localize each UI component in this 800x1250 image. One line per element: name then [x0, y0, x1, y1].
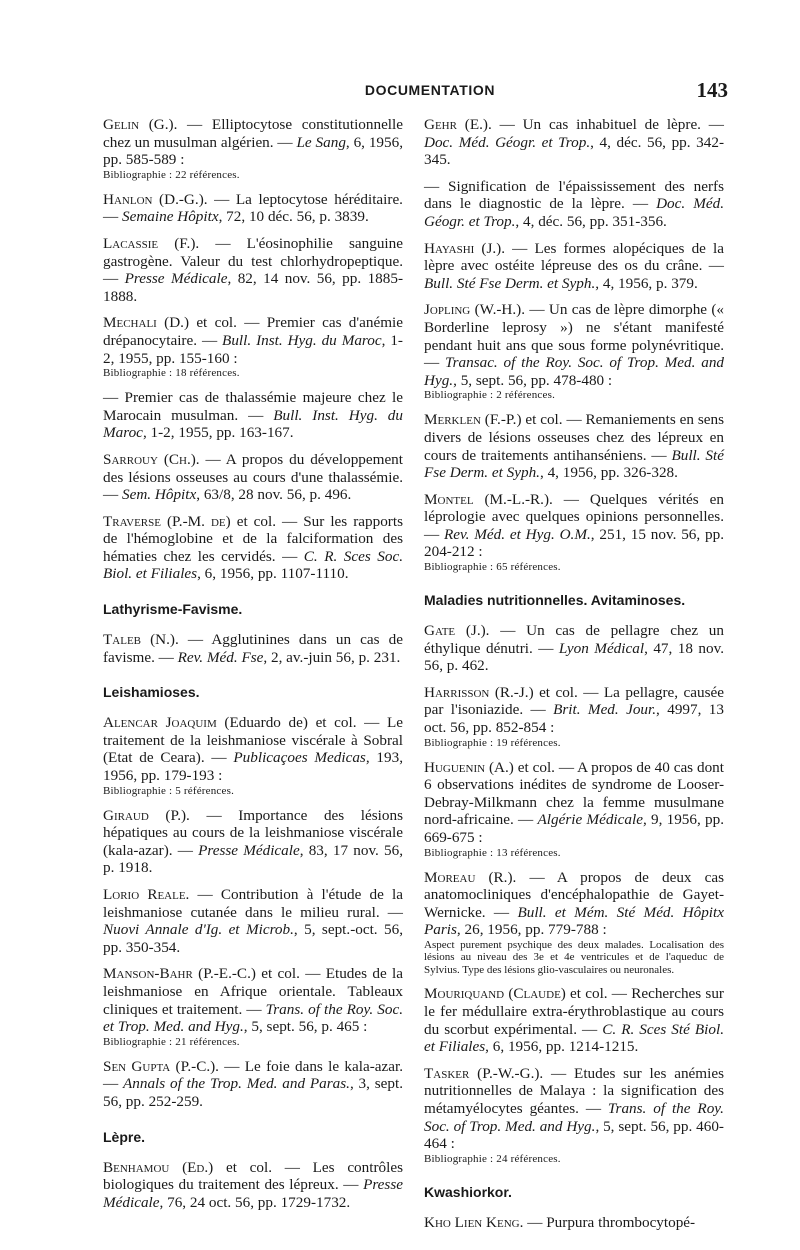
bibliography-entry — [103, 965, 403, 1048]
entry-details: , 3, sept. 56, pp. 252-259. — [103, 1075, 404, 1110]
entry-source: Publicaçoes Medicas — [233, 749, 366, 767]
entry-author: Taleb (N.). — [103, 631, 179, 649]
entry-author: Traverse (P.-M. de) — [103, 512, 231, 530]
section-heading: Maladies nutritionnelles. Avitaminoses. — [424, 592, 686, 609]
entry-author: Lorio Reale. — [103, 886, 190, 903]
entry-bibliography-count: Bibliographie : 21 références. — [103, 1035, 240, 1048]
section-heading: Lathyrisme-Favisme. — [103, 601, 243, 618]
bibliography-entry — [424, 684, 724, 750]
bibliography-entry — [103, 631, 403, 666]
entry-details: , 6, 1956, pp. 585-589 : — [103, 133, 404, 169]
entry-details: , 1-2, 1955, pp. 155-160 : — [103, 331, 403, 367]
entry-author: Gate (J.). — [424, 622, 490, 640]
entry-source: C. R. Sces Soc. Biol. et Filiales — [103, 547, 404, 583]
bibliography-entry — [424, 240, 724, 293]
left-column — [103, 116, 403, 1220]
entry-details: , 251, 15 nov. 56, pp. 204-212 : — [424, 525, 725, 561]
entry-source: Sem. Hôpitx — [121, 486, 197, 504]
entry-details: , 72, 10 déc. 56, p. 3839. — [218, 208, 369, 226]
entry-title: — Agglutinines dans un cas de favisme. — — [103, 631, 403, 666]
bibliography-entry — [424, 869, 724, 977]
entry-title: et col. — Etudes de la leishmaniose en Afrique orientale. Tableaux cliniques et traitement. — — [103, 965, 403, 1018]
entry-source: Doc. Méd. Géogr. et Trop. — [424, 195, 724, 230]
section-heading: Lèpre. — [103, 1128, 146, 1145]
bibliography-entry — [424, 116, 724, 169]
entry-source: C. R. Sces Sté Biol. et Filiales — [424, 1020, 724, 1056]
entry-title: — Les formes alopéciques de la lèpre avec ostéite lépreuse des os du crâne. — — [424, 239, 724, 275]
entry-source: Trans. of the Roy. Soc. of Trop. Med. and Hyg. — [424, 1100, 724, 1135]
entry-author: Sen Gupta (P.-C.). — [103, 1057, 219, 1075]
bibliography-entry — [103, 1159, 403, 1212]
entry-details: , 4, déc. 56, pp. 351-356. — [515, 212, 667, 230]
entry-title: et col. — Recherches sur le fer médullaire extra-érythroblastique au cours du scorbut expérimental. — — [424, 985, 724, 1038]
bibliography-entry — [424, 411, 724, 481]
entry-title: et col. — Remaniements en sens divers de lésions osseuses chez des lépreux en cours de traitements antihanséniens. — — [424, 411, 724, 464]
entry-author: Merklen (F.-P.) — [424, 411, 522, 429]
entry-author: Giraud (P.). — [103, 806, 190, 824]
entry-title: — La leptocytose héréditaire. — — [103, 190, 403, 226]
entry-details: , 47, 18 nov. 56, p. 462. — [424, 639, 725, 675]
entry-title: — L'éosinophilie sanguine gastrogène. Valeur du test chlorhydropeptique. — — [103, 234, 403, 288]
entry-details: , 4, 1956, p. 379. — [595, 274, 698, 292]
entry-details: , 193, 1956, pp. 179-193 : — [103, 749, 403, 785]
running-title: DOCUMENTATION — [364, 82, 496, 98]
entry-author: Tasker (P.-W.-G.). — [424, 1064, 544, 1082]
entry-source: Presse Médicale — [198, 841, 300, 859]
entry-source: Transac. of the Roy. Soc. of Trop. Med. and Hyg. — [424, 354, 725, 389]
entry-bibliography-count: Bibliographie : 2 références. — [424, 389, 556, 402]
entry-title: — A propos de deux cas anatomocliniques d'encéphalopathie de Gayet-Wernicke. — — [424, 868, 725, 921]
entry-bibliography-count: Bibliographie : 18 références. — [103, 367, 240, 380]
bibliography-entry — [103, 1058, 403, 1111]
bibliography-entry — [424, 178, 724, 231]
entry-bibliography-count: Bibliographie : 65 références. — [424, 561, 561, 574]
entry-bibliography-count: Bibliographie : 19 références. — [424, 736, 561, 749]
entry-details: , 6, 1956, pp. 1107-1110. — [197, 565, 349, 583]
entry-author: Manson-Bahr (P.-E.-C.) — [103, 965, 256, 983]
entry-source: Lyon Médical — [558, 639, 645, 657]
section-heading: Leishamioses. — [103, 684, 200, 701]
entry-title: — Importance des lésions hépatiques au cours de la leishmaniose viscérale (kala-azar). — — [103, 806, 403, 859]
entry-author: Sarrouy (Ch.). — [103, 450, 200, 468]
entry-title: — Quelques vérités en léprologie avec quelques opinions personnelles. — — [424, 490, 724, 543]
bibliography-entry — [103, 116, 403, 182]
entry-title: — Contribution à l'étude de la leishmaniose cutanée dans le milieu rural. — — [103, 886, 403, 921]
entry-source: Bull. Inst. Hyg. du Maroc — [222, 331, 382, 349]
entry-title: — Etudes sur les anémies nutritionnelles de Malaya : la signification des métamyélocytes géantes. — — [424, 1064, 724, 1118]
page-header — [0, 78, 800, 106]
bibliography-entry — [103, 451, 403, 504]
bibliography-entry — [103, 807, 403, 877]
entry-source: Annals of the Trop. Med. and Paras. — [123, 1075, 350, 1093]
entry-note: Aspect purement psychique des deux malades. Localisation des lésions au niveau des 3e et 4e ventricules et de l'aqueduc de Sylvius. Type des lésions glio-vasculaires ou neuronales. — [424, 938, 724, 976]
entry-author: Mechali (D.) — [103, 314, 190, 332]
entry-bibliography-count: Bibliographie : 5 références. — [103, 784, 235, 797]
entry-source: Rev. Méd. Fse — [177, 648, 264, 666]
bibliography-entry — [424, 491, 724, 574]
entry-details: , 5, sept.-oct. 56, pp. 350-354. — [103, 921, 404, 956]
entry-author: Lacassie (F.). — [103, 234, 200, 252]
entry-details: , 4997, 13 oct. 56, pp. 852-854 : — [424, 701, 724, 737]
entry-author: Moreau (R.). — [424, 868, 517, 886]
entry-bibliography-count: Bibliographie : 13 références. — [424, 846, 561, 859]
entry-details: , 26, 1956, pp. 779-788 : — [456, 921, 607, 939]
bibliography-entry — [103, 191, 403, 226]
bibliography-entry — [103, 235, 403, 305]
entry-title: et col. — Sur les rapports de l'hémoglobine et de la falciformation des hématies chez les cervidés. — — [103, 512, 403, 565]
entry-details: , 63/8, 28 nov. 56, p. 496. — [196, 486, 352, 504]
entry-author: Alencar Joaquim — [103, 714, 217, 732]
section-heading: Kwashiorkor. — [424, 1183, 512, 1200]
entry-source: Nuovi Annale d'Ig. et Microb. — [103, 921, 294, 939]
right-column — [424, 116, 724, 1240]
bibliography-entry — [424, 759, 724, 860]
entry-author: Benhamou (Ed.) — [103, 1158, 214, 1176]
entry-details: , 5, sept. 56, pp. 478-480 : — [453, 371, 613, 389]
entry-title: — A propos du développement des lésions osseuses au cours d'une thalassémie. — — [103, 450, 403, 504]
bibliography-entry — [103, 314, 403, 380]
entry-source: Presse Médicale — [124, 270, 228, 288]
entry-source: Presse Médicale — [103, 1176, 403, 1211]
entry-source: Semaine Hôpitx — [121, 208, 219, 226]
bibliography-entry — [424, 1214, 724, 1232]
entry-author: Montel (M.-L.-R.). — [424, 490, 553, 508]
entry-source: Doc. Méd. Géogr. et Trop. — [424, 133, 591, 151]
entry-details: , 5, sept. 56, p. 465 : — [243, 1018, 368, 1036]
entry-title: et col. — Les contrôles biologiques du traitement des lépreux. — — [103, 1158, 403, 1194]
entry-details: , 1-2, 1955, pp. 163-167. — [142, 424, 294, 442]
entry-source: Algérie Médicale — [537, 811, 643, 829]
entry-source: Bull. Sté Fse Derm. et Syph. — [424, 274, 596, 292]
entry-title: (Eduardo de) et col. — Le traitement de la leishmaniose viscérale à Sobral (Etat de Ceara). — — [103, 714, 403, 767]
entry-title: — Premier cas de thalassémie majeure chez le Marocain musulman. — — [103, 389, 403, 424]
entry-author: Gelin (G.). — [103, 116, 178, 133]
entry-title: et col. — A propos de 40 cas dont 6 observations inédites de syndrome de Looser-Debray-Milkmann chez la femme musulmane nord-africaine. — — [424, 758, 724, 829]
entry-details: , 83, 17 nov. 56, p. 1918. — [103, 841, 404, 877]
entry-details: , 2, av.-juin 56, p. 231. — [263, 648, 401, 666]
entry-details: , 76, 24 oct. 56, pp. 1729-1732. — [159, 1193, 351, 1211]
entry-details: , 9, 1956, pp. 669-675 : — [424, 811, 725, 846]
entry-author: Mouriquand (Claude) — [424, 985, 566, 1003]
entry-source: Brit. Med. Jour. — [553, 701, 657, 719]
entry-details: , 82, 14 nov. 56, pp. 1885-1888. — [103, 270, 404, 305]
bibliography-entry — [103, 513, 403, 583]
entry-title: et col. — La pellagre, causée par l'isoniazide. — — [424, 683, 724, 719]
entry-title: — Elliptocytose constitutionnelle chez un musulman algérien. — — [103, 116, 403, 151]
page-number: 143 — [696, 78, 728, 102]
entry-author: Hanlon (D.-G.). — [103, 190, 208, 208]
entry-title: — Un cas de pellagre chez un éthylique dénutri. — — [424, 622, 724, 657]
bibliography-entry — [103, 389, 403, 442]
entry-title: et col. — Premier cas d'anémie drépanocytaire. — — [103, 314, 403, 349]
entry-author: Kho Lien Keng. — [424, 1213, 524, 1231]
entry-source: Le Sang — [296, 133, 346, 151]
entry-source: Bull. Sté Fse Derm. et Syph. — [424, 446, 724, 482]
entry-details: , 6, 1956, pp. 1214-1215. — [485, 1038, 639, 1056]
entry-source: Bull. et Mém. Sté Méd. Hôpitx Paris — [424, 903, 724, 939]
entry-author: Gehr (E.). — [424, 116, 492, 133]
entry-author: Huguenin (A.) — [424, 758, 514, 776]
entry-title: — Purpura thrombocytopé- — [523, 1213, 696, 1231]
entry-details: , 5, sept. 56, pp. 460-464 : — [424, 1117, 724, 1153]
entry-source: Trans. of the Roy. Soc. et Trop. Med. and Hyg. — [103, 1000, 404, 1036]
bibliography-entry — [103, 714, 403, 797]
entry-author: Hayashi (J.). — [424, 239, 506, 257]
bibliography-entry — [424, 1065, 724, 1166]
bibliography-entry — [424, 301, 724, 402]
entry-author: Jopling (W.-H.). — [424, 301, 526, 319]
entry-title: — Le foie dans le kala-azar. — — [103, 1057, 403, 1093]
entry-source: Bull. Inst. Hyg. du Maroc — [103, 406, 403, 442]
entry-details: , 4, 1956, pp. 326-328. — [539, 464, 678, 482]
entry-title: — Un cas de lèpre dimorphe (« Borderline leprosy ») ne s'étant manifesté pendant huit ans que sous forme polynévritique. — — [424, 301, 725, 372]
entry-bibliography-count: Bibliographie : 22 références. — [103, 168, 240, 181]
entry-title: — Un cas inhabituel de lèpre. — — [491, 116, 724, 133]
entry-author: Harrisson (R.-J.) — [424, 683, 534, 701]
entry-details: , 4, déc. 56, pp. 342-345. — [424, 133, 725, 169]
entry-source: Rev. Méd. et Hyg. O.M. — [444, 525, 591, 543]
entry-title: — Signification de l'épaississement des nerfs dans le diagnostic de la lèpre. — — [424, 177, 724, 213]
bibliography-entry — [424, 622, 724, 675]
entry-bibliography-count: Bibliographie : 24 références. — [424, 1152, 561, 1165]
bibliography-entry — [424, 985, 724, 1055]
bibliography-entry — [103, 886, 403, 956]
